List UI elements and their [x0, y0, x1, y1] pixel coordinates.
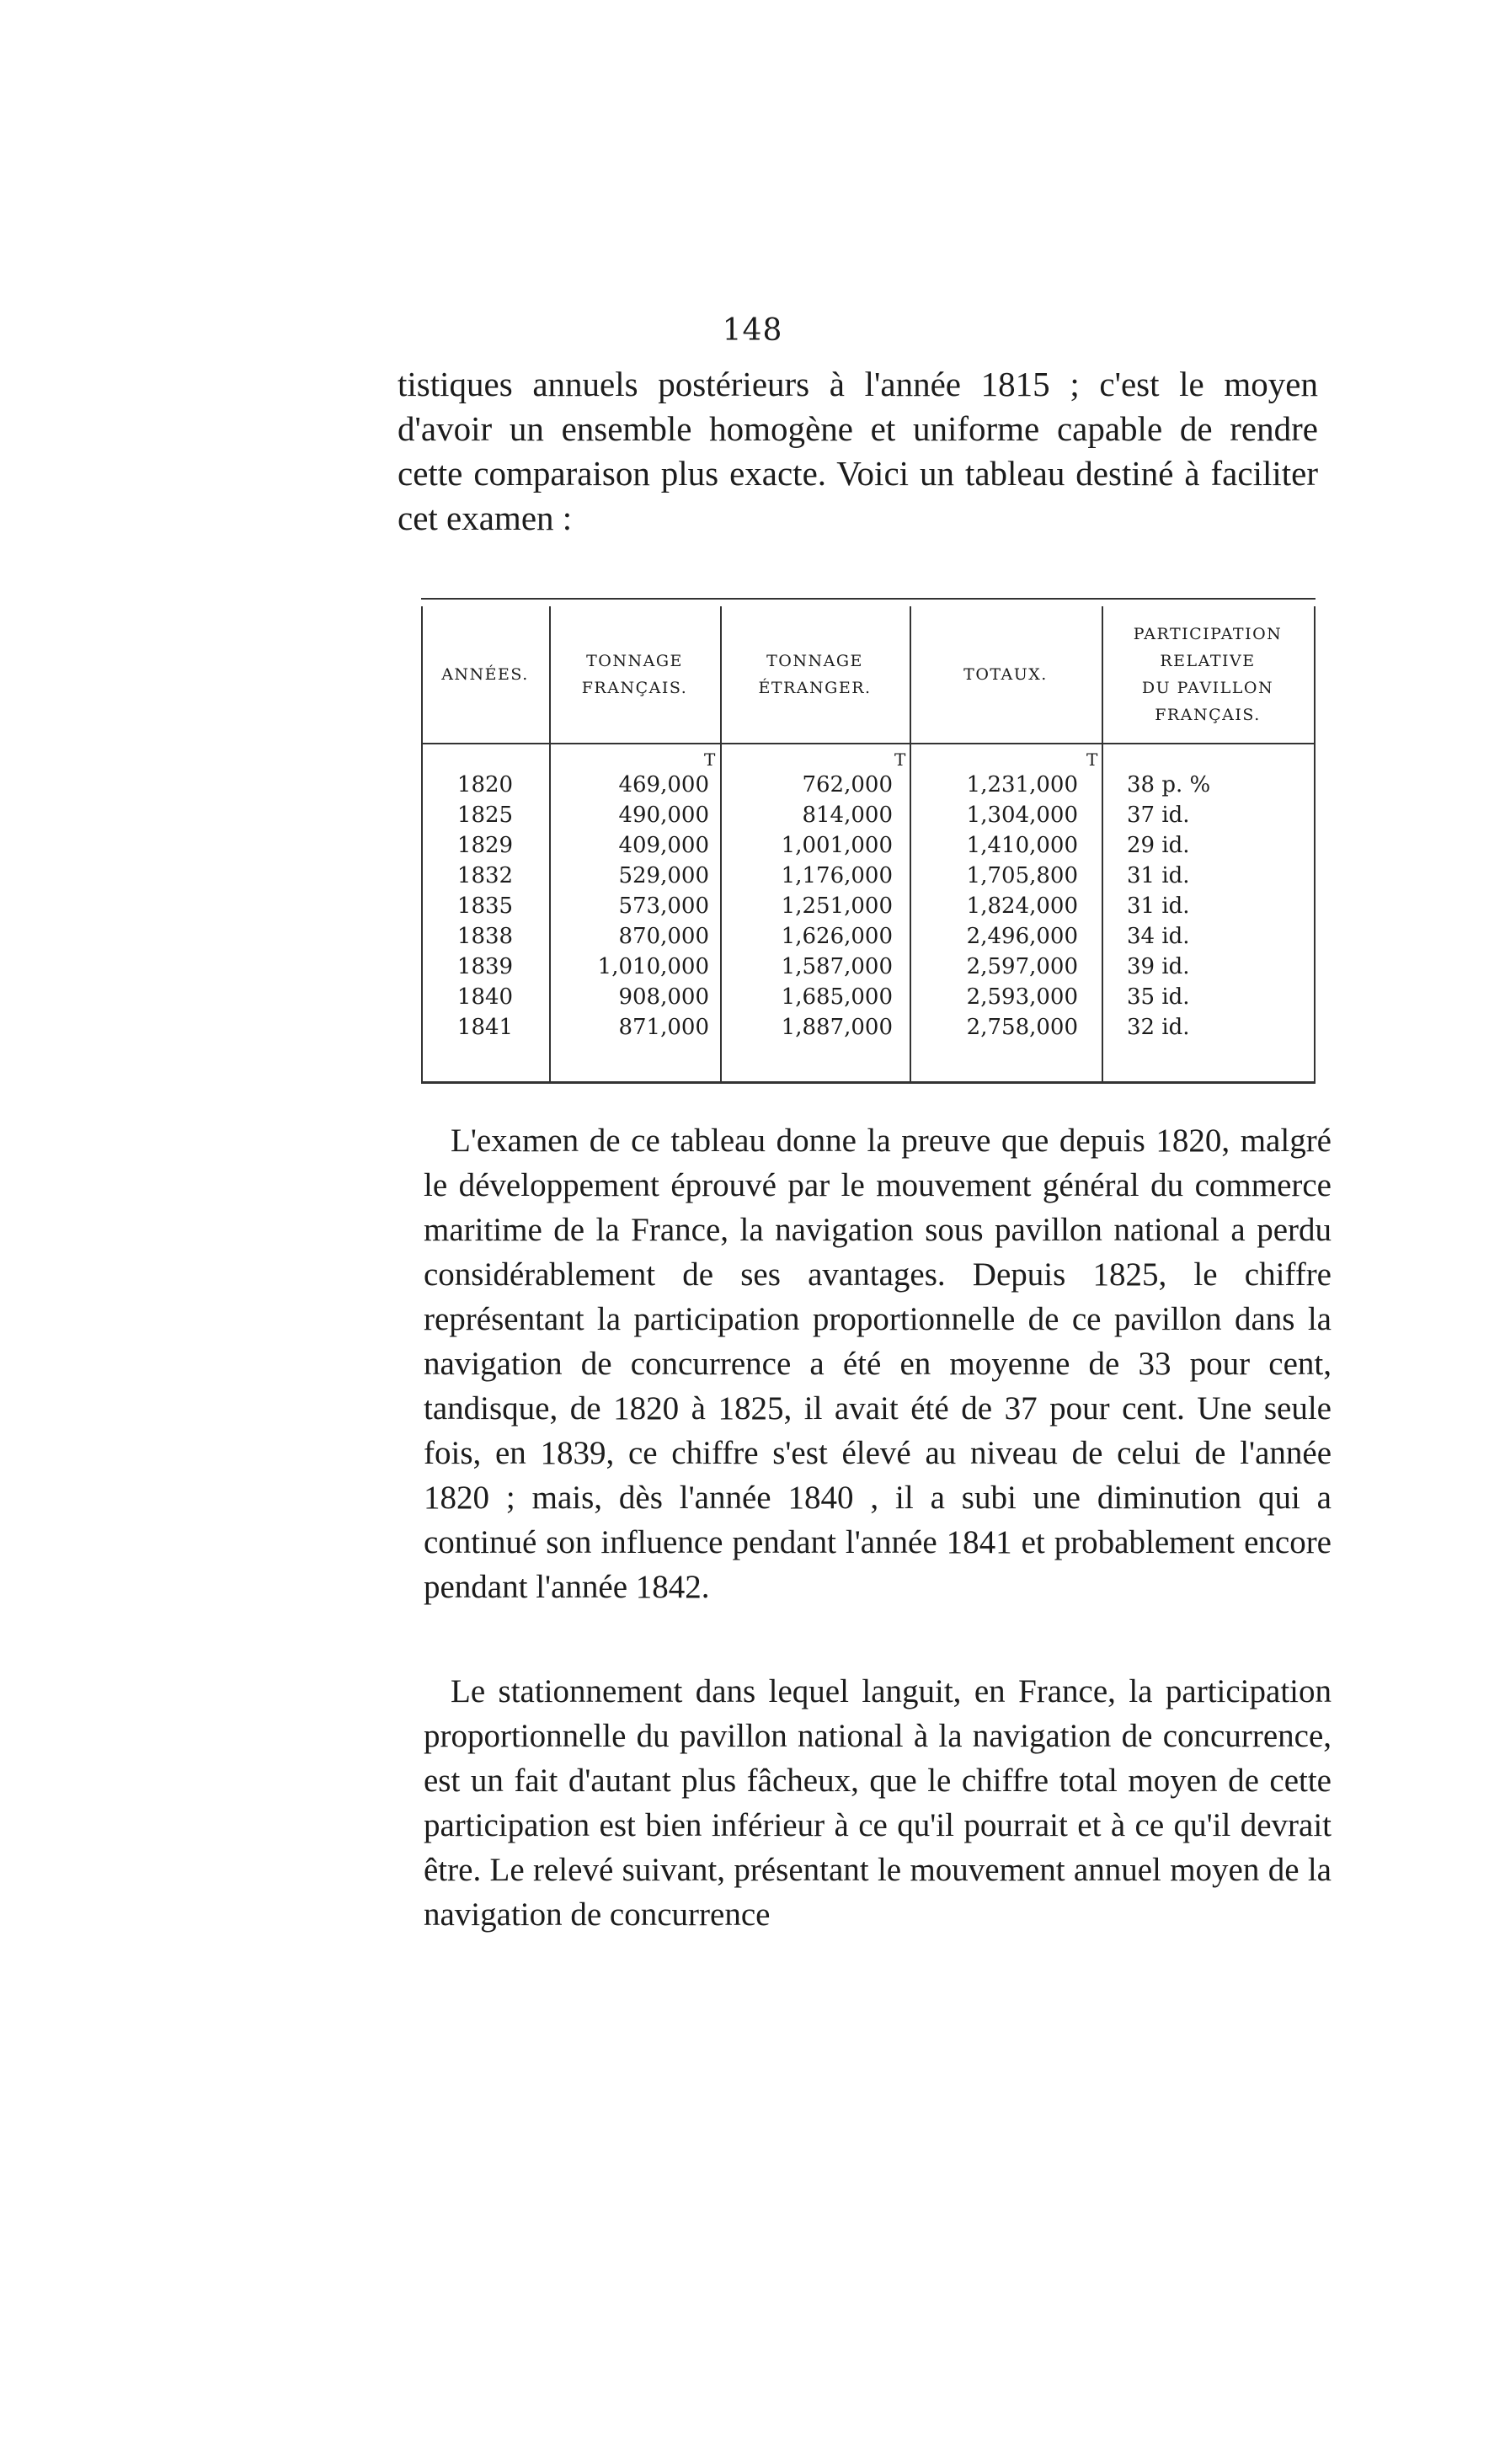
table-row [421, 863, 1316, 893]
table-row [421, 833, 1316, 863]
year-cell: 1825 [456, 803, 514, 828]
foreign-tonnage-cell: 1,887,000 [781, 1015, 893, 1040]
table-row [421, 984, 1316, 1015]
year-cell: 1841 [456, 1015, 514, 1040]
table-row [421, 803, 1316, 833]
participation-cell: 39 id. [1127, 954, 1190, 979]
total-cell: 2,597,000 [966, 954, 1078, 979]
intro-paragraph: tistiques annuels postérieurs à l'année 1815 ; c'est le moyen d'avoir un ensemble homogène et uniforme capable de rendre cette comparaison plus exacte. Voici un tableau destiné à faciliter cet examen : [398, 365, 1318, 537]
header-annees: ANNÉES. [441, 665, 529, 684]
year-cell: 1838 [456, 924, 514, 949]
unit-label-etranger: T [894, 749, 906, 770]
participation-cell: 37 id. [1127, 803, 1190, 828]
french-tonnage-cell: 469,000 [618, 772, 709, 797]
participation-cell: 35 id. [1127, 984, 1190, 1010]
year-cell: 1839 [456, 954, 514, 979]
french-tonnage-cell: 490,000 [618, 803, 709, 828]
header-separator [421, 743, 1316, 744]
total-cell: 2,758,000 [966, 1015, 1078, 1040]
tonnage-table [421, 598, 1316, 1084]
foreign-tonnage-cell: 1,251,000 [781, 893, 893, 919]
table-row [421, 893, 1316, 924]
total-cell: 1,231,000 [966, 772, 1078, 797]
table-row [421, 1015, 1316, 1045]
page-number: 148 [722, 313, 783, 348]
french-tonnage-cell: 870,000 [618, 924, 709, 949]
foreign-tonnage-cell: 1,001,000 [781, 833, 893, 858]
foreign-tonnage-cell: 1,626,000 [781, 924, 893, 949]
year-cell: 1835 [456, 893, 514, 919]
year-cell: 1820 [456, 772, 514, 797]
foreign-tonnage-cell: 1,685,000 [781, 984, 893, 1010]
french-tonnage-cell: 871,000 [618, 1015, 709, 1040]
unit-label-totaux: T [1086, 749, 1098, 770]
french-tonnage-cell: 529,000 [618, 863, 709, 888]
total-cell: 2,593,000 [966, 984, 1078, 1010]
year-cell: 1840 [456, 984, 514, 1010]
year-cell: 1832 [456, 863, 514, 888]
participation-cell: 38 p. % [1127, 772, 1211, 797]
table-row [421, 954, 1316, 984]
total-cell: 1,824,000 [966, 893, 1078, 919]
participation-cell: 31 id. [1127, 863, 1190, 888]
total-cell: 1,304,000 [966, 803, 1078, 828]
header-tonnage-etranger: TONNAGE ÉTRANGER. [758, 652, 872, 697]
participation-cell: 34 id. [1127, 924, 1190, 949]
body-paragraph-1: L'examen de ce tableau donne la preuve que depuis 1820, malgré le développement éprouvé par le mouvement général du commerce maritime de la France, la navigation sous pavillon national a perdu considérablement de ses avantages. Depuis 1825, le chiffre représentant la participation proportionnelle de ce pavillon dans la navigation de concurrence a été en moyenne de 33 pour cent, tandisque, de 1820 à 1825, il avait été de 37 pour cent. Une seule fois, en 1839, ce chiffre s'est élevé au niveau de celui de l'année 1820 ; mais, dès l'année 1840 , il a subi une diminution qui a continué son influence pendant l'année 1841 et probablement encore pendant l'année 1842. [424, 1123, 1332, 1605]
french-tonnage-cell: 1,010,000 [597, 954, 709, 979]
foreign-tonnage-cell: 1,587,000 [781, 954, 893, 979]
foreign-tonnage-cell: 1,176,000 [781, 863, 893, 888]
header-totaux: TOTAUX. [963, 665, 1048, 684]
participation-cell: 31 id. [1127, 893, 1190, 919]
table-row [421, 924, 1316, 954]
body-paragraph-2: Le stationnement dans lequel languit, en France, la participation proportionnelle du pavillon national à la navigation de concurrence, est un fait d'autant plus fâcheux, que le chiffre total moyen de cette participation est bien inférieur à ce qu'il pourrait et à ce qu'il devrait être. Le relevé suivant, présentant le mouvement annuel moyen de la navigation de concurrence [424, 1673, 1332, 1933]
participation-cell: 32 id. [1127, 1015, 1190, 1040]
french-tonnage-cell: 409,000 [618, 833, 709, 858]
total-cell: 2,496,000 [966, 924, 1078, 949]
participation-cell: 29 id. [1127, 833, 1190, 858]
header-participation: PARTICIPATION RELATIVE DU PAVILLON FRANÇAIS. [1133, 625, 1283, 724]
foreign-tonnage-cell: 762,000 [802, 772, 893, 797]
year-cell: 1829 [456, 833, 514, 858]
french-tonnage-cell: 573,000 [618, 893, 709, 919]
table-row [421, 772, 1316, 803]
french-tonnage-cell: 908,000 [618, 984, 709, 1010]
foreign-tonnage-cell: 814,000 [802, 803, 893, 828]
total-cell: 1,410,000 [966, 833, 1078, 858]
header-tonnage-francais: TONNAGE FRANÇAIS. [581, 652, 688, 697]
unit-label-francais: T [704, 749, 716, 770]
total-cell: 1,705,800 [966, 863, 1078, 888]
